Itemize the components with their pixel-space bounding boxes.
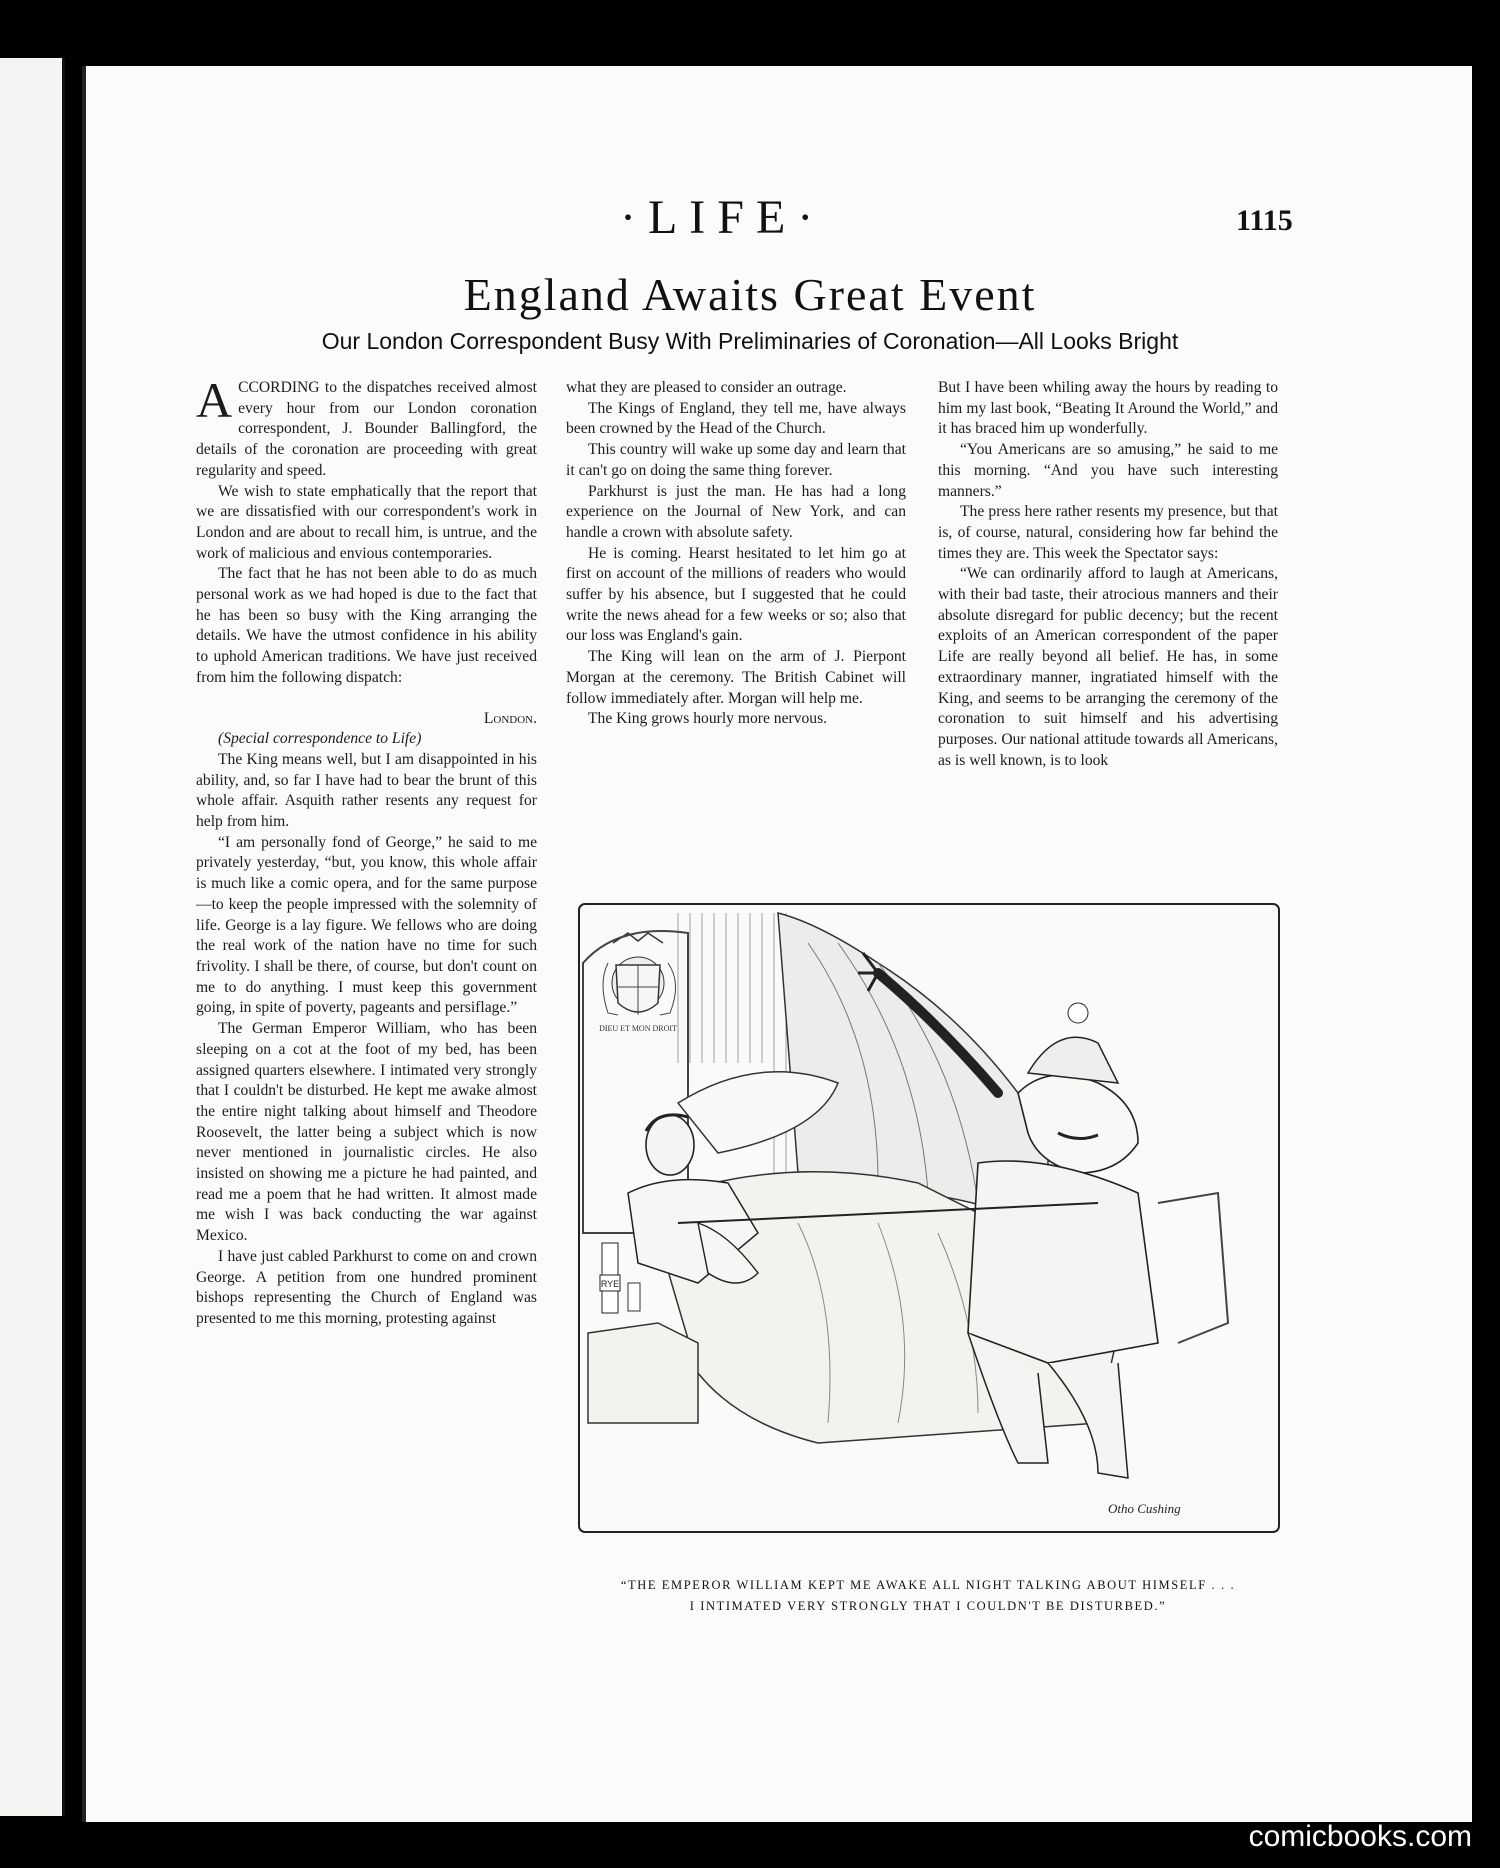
paragraph: The German Emperor William, who has been sleeping on a cot at the foot of my bed, has been assigned quarters elsewhere. I intimated very strongly that I couldn't be disturbed. He kept me awake almost the entire night talking about himself and Theodore Roosevelt, the latter being a subject which is now never mentioned in journalistic circles. He also insisted on showing me a picture he had painted, and read me a poem that he had written. It almost made me wish I was back conducting the war against Mexico. [196,1020,537,1245]
motto-text: DIEU ET MON DROIT [599,1024,677,1033]
illustration-caption [570,1575,1286,1617]
paragraph: This country will wake up some day and learn that it can't go on doing the same thing forever. [566,441,906,479]
paragraph: The King grows hourly more nervous. [588,710,828,728]
article-title: England Awaits Great Event [463,269,1037,320]
facing-page-edge [0,58,65,1816]
masthead: ·LIFE· [620,191,826,244]
paragraph: “We can ordinarily afford to laugh at Americans, with their bad taste, their atrocious manners and their absolute disregard for public decency; but the recent exploits of an American correspondent of the paper Life are really beyond all belief. He has, in some extraordinary manner, ingratiated himself with the King, and seems to be arranging the ceremony of the coronation to suit himself and his advertising purposes. Our national attitude towards all Americans, as is well known, is to look [938,565,1278,769]
artist-signature: Otho Cushing [1108,1501,1181,1516]
text-column-1 [196,372,537,1330]
paragraph: what they are pleased to consider an outrage. [566,379,847,396]
caption-line-2: I INTIMATED VERY STRONGLY THAT I COULDN'T BE DISTURBED.” [689,1599,1167,1613]
article-subtitle: Our London Correspondent Busy With Preliminaries of Coronation—All Looks Bright [321,328,1179,354]
site-watermark: comicbooks.com [1248,1820,1472,1853]
caption-line-1: “THE EMPEROR WILLIAM KEPT ME AWAKE ALL NIGHT TALKING ABOUT HIMSELF . . . [620,1578,1236,1592]
special-correspondence: (Special correspondence to Life) [218,730,422,748]
paragraph: The King will lean on the arm of J. Pierpont Morgan at the ceremony. The British Cabinet will follow immediately after. Morgan will help me. [566,648,906,707]
paragraph: We wish to state emphatically that the report that we are dissatisfied with our correspondent's work in London and are about to recall him, is untrue, and the work of malicious and envious contemporaries. [196,482,537,562]
paragraph: The King means well, but I am disappointed in his ability, and, so far I have had to bear the brunt of this whole affair. Asquith rather resents any request for help from him. [196,750,537,831]
page-number: 1115 [1236,204,1293,237]
dateline: London. [483,709,537,727]
bottle-label: RYE [600,1279,620,1289]
paragraph: The press here rather resents my presence, but that is, of course, natural, considering how far behind the times they are. This week the Spectator says: [938,503,1278,562]
paragraph: Parkhurst is just the man. He has had a long experience on the Journal of New York, and can handle a crown with absolute safety. [566,482,906,541]
paragraph [196,372,537,482]
paragraph: “I am personally fond of George,” he said to me privately yesterday, “but, you know, this whole affair is much like a comic opera, and for the same purpose—to keep the people impressed with the solemnity of life. George is a lay figure. We fellows who are doing the real work of the nation have no time for such frivolity. I shall be there, of course, but don't count on me to do anything. I must keep this government going, in spite of poverty, pageants and persiflage.” [196,833,537,1017]
text-column-2 [566,378,906,730]
paragraph: I have just cabled Parkhurst to come on and crown George. A petition from one hundred prominent bishops representing the Church of England was presented to me this morning, protesting against [196,1247,537,1327]
cartoon-illustration [578,903,1280,1533]
drop-cap: A [196,372,233,428]
paragraph: “You Americans are so amusing,” he said to me this morning. “And you have such interesting manners.” [938,441,1278,500]
paragraph: He is coming. Hearst hesitated to let him go at first on account of the millions of readers who would suffer by his absence, but I suggested that he could write the news ahead for a few weeks or so; also that our loss was England's gain. [566,544,906,645]
text-column-3 [938,378,1278,771]
paragraph: The fact that he has not been able to do as much personal work as we had hoped is due to the fact that he has been so busy with the King arranging the details. We have the utmost confidence in his ability to uphold American traditions. We have just received from him the following dispatch: [196,565,537,686]
paragraph-text: CCORDING to the dispatches received almost every hour from our London coronation correspondent, J. Bounder Ballingford, the details of the coronation are proceeding with great regularity and speed. [196,379,537,479]
paragraph: But I have been whiling away the hours by reading to him my last book, “Beating It Around the World,” and it has braced him up wonderfully. [938,379,1278,438]
paragraph: The Kings of England, they tell me, have always been crowned by the Head of the Church. [566,399,906,438]
